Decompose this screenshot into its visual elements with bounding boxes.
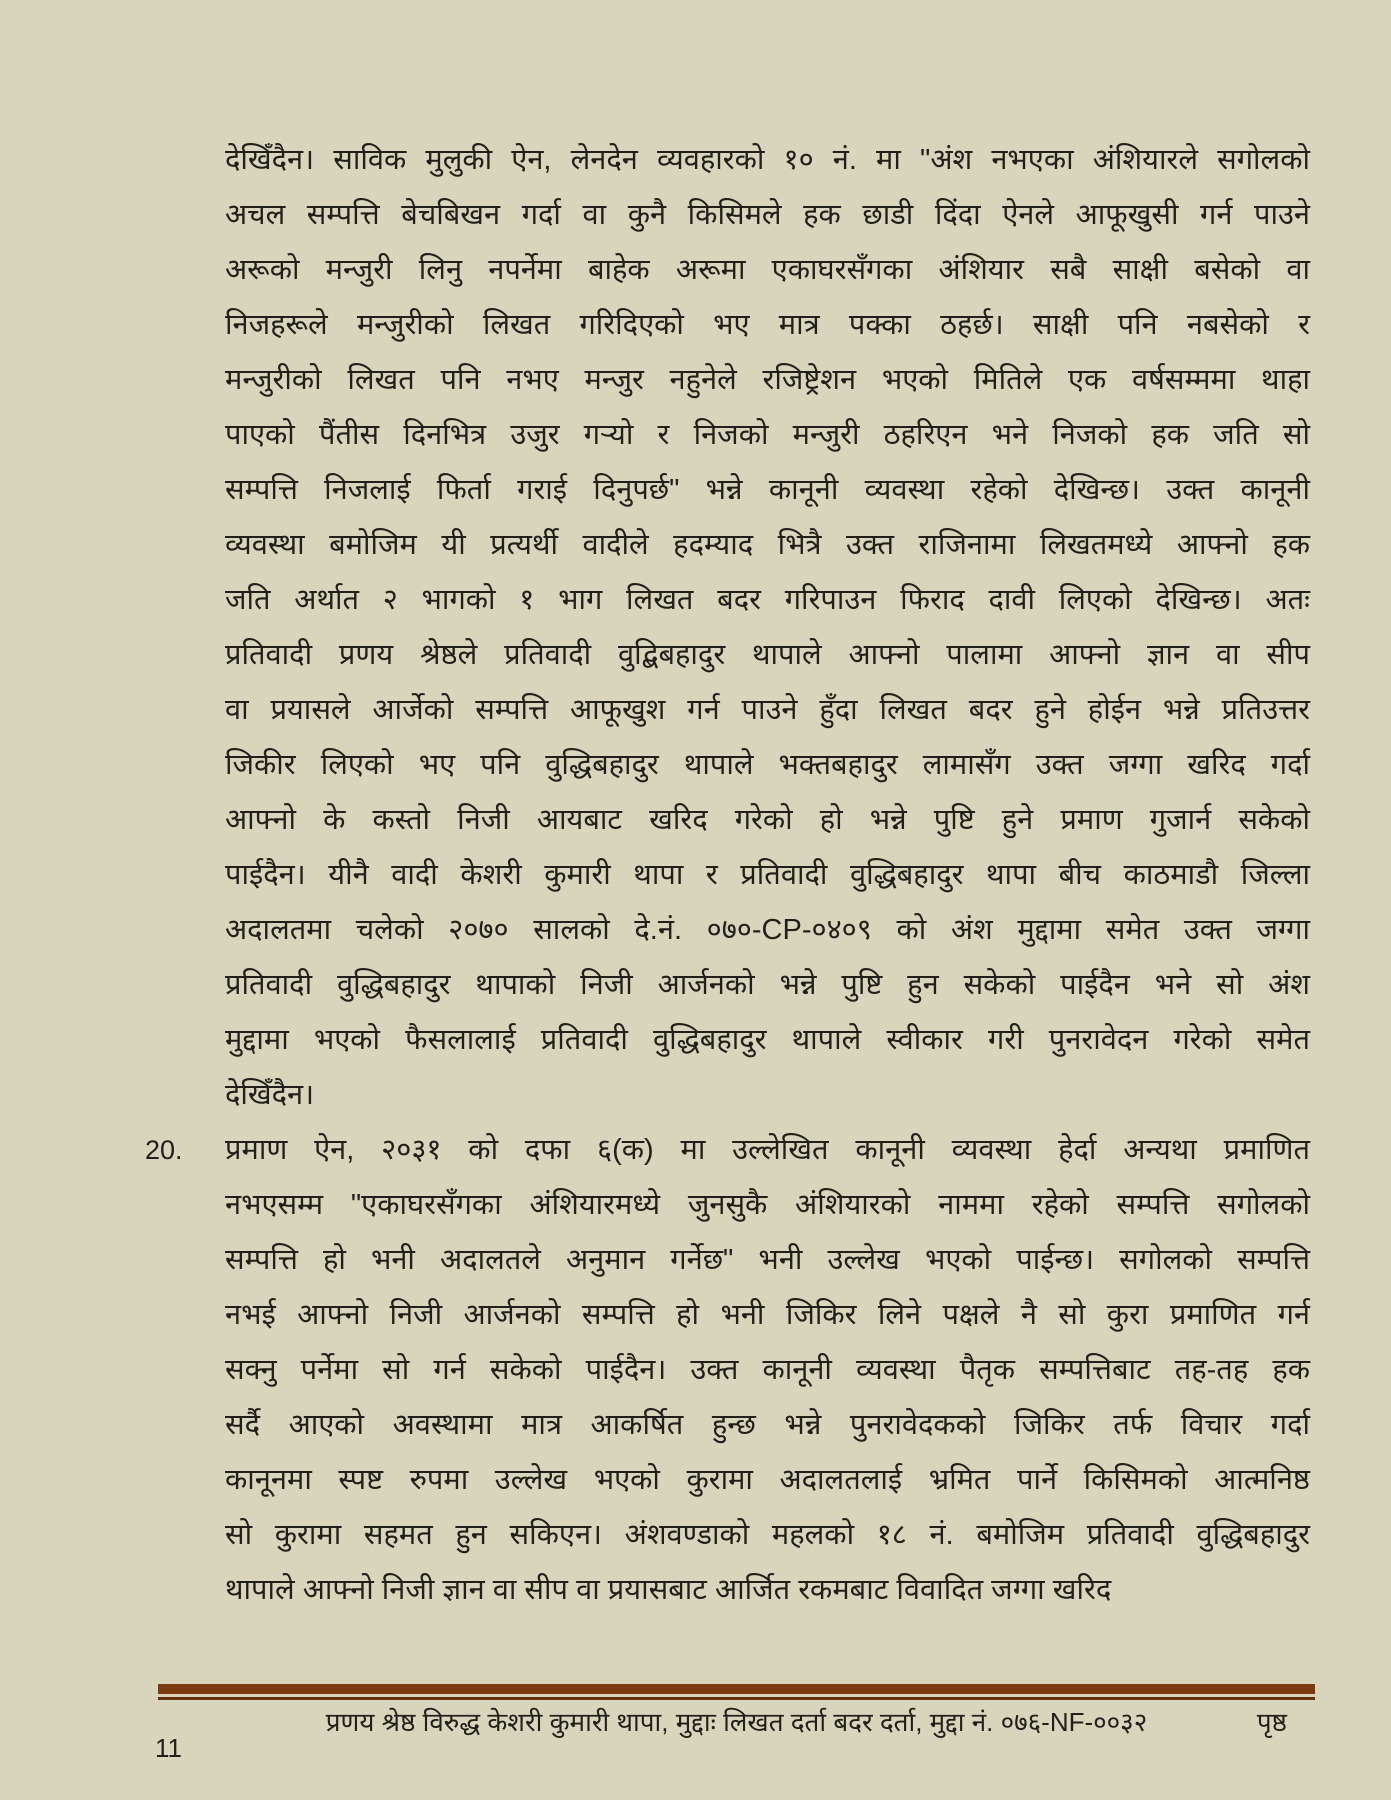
body-line: पाईदैन। यीनै वादी केशरी कुमारी थापा र प्रतिवादी वुद्धिबहादुर थापा बीच काठमाडौ जिल्ला <box>225 859 1310 891</box>
body-line: सो कुरामा सहमत हुन सकिएन। अंशवण्डाको महलको १८ नं. बमोजिम प्रतिवादी वुद्धिबहादुर <box>225 1519 1310 1551</box>
body-line: सर्दै आएको अवस्थामा मात्र आकर्षित हुन्छ भन्ने पुनरावेदकको जिकिर तर्फ विचार गर्दा <box>225 1409 1310 1441</box>
body-line: पाएको पैंतीस दिनभित्र उजुर गऱ्यो र निजको मन्जुरी ठहरिएन भने निजको हक जति सो <box>225 419 1310 451</box>
paragraph-19-continuation <box>225 133 1310 1123</box>
footer-rule-thick <box>158 1684 1315 1694</box>
footer-rule-thin <box>158 1697 1315 1700</box>
body-text-block <box>145 133 1310 1618</box>
body-line: देखिँदैन। <box>225 1079 315 1111</box>
body-line: थापाले आफ्नो निजी ज्ञान वा सीप वा प्रयासबाट आर्जित रकमबाट विवादित जग्गा खरिद <box>225 1574 1112 1606</box>
page-number: 11 <box>155 1733 182 1763</box>
body-line: प्रमाण ऐन, २०३१ को दफा ६(क) मा उल्लेखित कानूनी व्यवस्था हेर्दा अन्यथा प्रमाणित <box>225 1134 1310 1166</box>
body-line: निजहरूले मन्जुरीको लिखत गरिदिएको भए मात्र पक्का ठहर्छ। साक्षी पनि नबसेको र <box>225 309 1310 341</box>
body-line: व्यवस्था बमोजिम यी प्रत्यर्थी वादीले हदम्याद भित्रै उक्त राजिनामा लिखतमध्ये आफ्नो हक <box>225 529 1310 561</box>
body-line: वा प्रयासले आर्जेको सम्पत्ति आफूखुश गर्न पाउने हुँदा लिखत बदर हुने होईन भन्ने प्रतिउत्तर <box>225 694 1310 726</box>
body-line: प्रतिवादी प्रणय श्रेष्ठले प्रतिवादी वुद्बिबहादुर थापाले आफ्नो पालामा आफ्नो ज्ञान वा सीप <box>225 639 1310 671</box>
body-line: नभएसम्म "एकाघरसँगका अंशियारमध्ये जुनसुकै अंशियारको नाममा रहेको सम्पत्ति सगोलको <box>225 1189 1310 1221</box>
body-line: मन्जुरीको लिखत पनि नभए मन्जुर नहुनेले रजिष्ट्रेशन भएको मितिले एक वर्षसम्ममा थाहा <box>225 364 1310 396</box>
footer-case-title: प्रणय श्रेष्ठ विरुद्ध केशरी कुमारी थापा, मुद्दाः लिखत दर्ता बदर दर्ता, मुद्दा नं. ०७६-NF-००३२ <box>325 1707 1148 1737</box>
paragraph-number: 20. <box>145 1135 183 1165</box>
paragraph-20 <box>145 1123 1310 1618</box>
body-line: कानूनमा स्पष्ट रुपमा उल्लेख भएको कुरामा अदालतलाई भ्रमित पार्ने किसिमको आत्मनिष्ठ <box>225 1464 1310 1496</box>
body-line: जति अर्थात २ भागको १ भाग लिखत बदर गरिपाउन फिराद दावी लिएको देखिन्छ। अतः <box>225 584 1310 616</box>
body-line: आफ्नो के कस्तो निजी आयबाट खरिद गरेको हो भन्ने पुष्टि हुने प्रमाण गुजार्न सकेको <box>225 804 1310 836</box>
body-line: सम्पत्ति हो भनी अदालतले अनुमान गर्नेछ" भनी उल्लेख भएको पाईन्छ। सगोलको सम्पत्ति <box>225 1244 1310 1276</box>
body-line: मुद्दामा भएको फैसलालाई प्रतिवादी वुद्धिबहादुर थापाले स्वीकार गरी पुनरावेदन गरेको समेत <box>225 1024 1310 1056</box>
body-line: सम्पत्ति निजलाई फिर्ता गराई दिनुपर्छ" भन्ने कानूनी व्यवस्था रहेको देखिन्छ। उक्त कानूनी <box>225 474 1310 506</box>
body-line: जिकीर लिएको भए पनि वुद्धिबहादुर थापाले भक्तबहादुर लामासँग उक्त जग्गा खरिद गर्दा <box>225 749 1310 781</box>
footer-page-label: पृष्ठ <box>1256 1707 1287 1737</box>
footer <box>158 1703 1315 1741</box>
body-line: अचल सम्पत्ति बेचबिखन गर्दा वा कुनै किसिमले हक छाडी दिंदा ऐनले आफूखुसी गर्न पाउने <box>225 199 1310 231</box>
body-line: नभई आफ्नो निजी आर्जनको सम्पत्ति हो भनी जिकिर लिने पक्षले नै सो कुरा प्रमाणित गर्न <box>225 1299 1310 1331</box>
body-line: सक्नु पर्नेमा सो गर्न सकेको पाईदैन। उक्त कानूनी व्यवस्था पैतृक सम्पत्तिबाट तह-तह हक <box>225 1354 1310 1386</box>
body-line: प्रतिवादी वुद्धिबहादुर थापाको निजी आर्जनको भन्ने पुष्टि हुन सकेको पाईदैन भने सो अंश <box>225 969 1310 1001</box>
body-line: अदालतमा चलेको २०७० सालको दे.नं. ०७०-CP-०४०९ को अंश मुद्दामा समेत उक्त जग्गा <box>225 914 1310 946</box>
body-line: अरूको मन्जुरी लिनु नपर्नेमा बाहेक अरूमा एकाघरसँगका अंशियार सबै साक्षी बसेको वा <box>225 254 1310 286</box>
body-line: देखिँदैन। साविक मुलुकी ऐन, लेनदेन व्यवहारको १० नं. मा "अंश नभएका अंशियारले सगोलको <box>225 144 1310 176</box>
